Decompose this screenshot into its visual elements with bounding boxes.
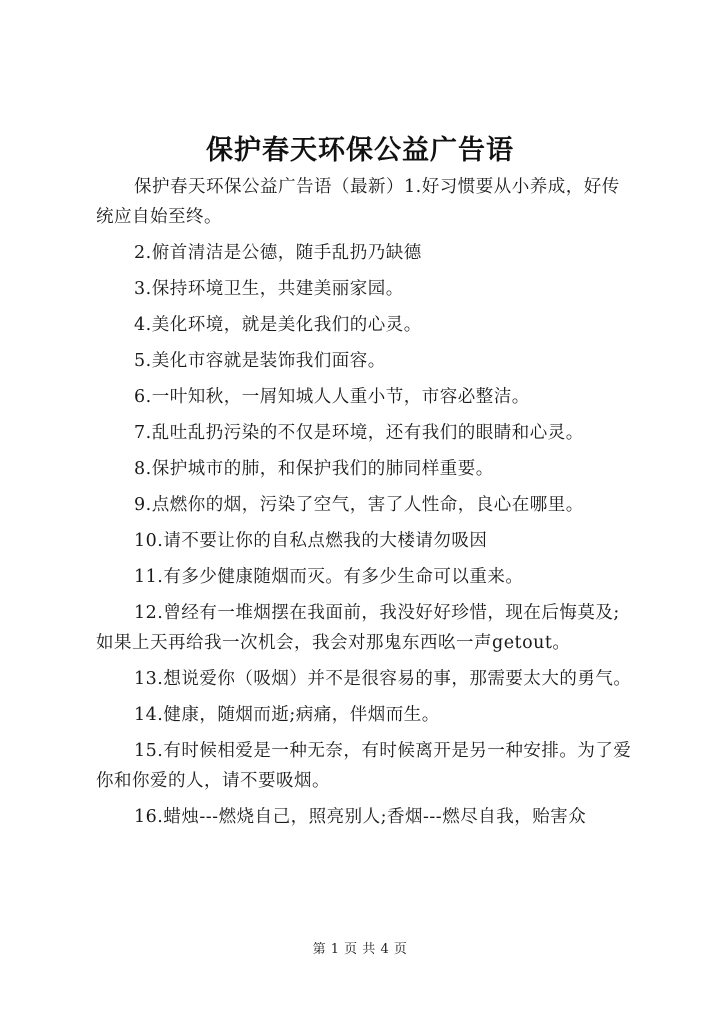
paragraph: 3.保持环境卫生，共建美丽家园。 [134, 279, 404, 299]
paragraph: 保护春天环保公益广告语（最新）1.好习惯要从小养成，好传统应自始至终。 [96, 177, 620, 227]
paragraph: 15.有时候相爱是一种无奈，有时候离开是另一种安排。为了爱你和你爱的人，请不要吸烟。 [96, 741, 632, 791]
paragraph: 9.点燃你的烟，污染了空气，害了人性命，良心在哪里。 [134, 495, 584, 515]
paragraph: 2.俯首清洁是公德，随手乱扔乃缺德 [134, 243, 422, 263]
paragraph: 6.一叶知秋，一屑知城人人重小节，市容必整洁。 [134, 387, 530, 407]
paragraph: 13.想说爱你（吸烟）并不是很容易的事，那需要太大的勇气。 [134, 669, 632, 689]
paragraph: 4.美化环境，就是美化我们的心灵。 [134, 315, 422, 335]
page-footer: 第 1 页 共 4 页 [312, 942, 408, 957]
paragraph: 12.曾经有一堆烟摆在我面前，我没好好珍惜，现在后悔莫及;如果上天再给我一次机会，我会对那鬼东西吆一声getout。 [96, 603, 620, 653]
document-title: 保护春天环保公益广告语 [206, 135, 514, 166]
paragraph: 8.保护城市的肺，和保护我们的肺同样重要。 [134, 459, 494, 479]
document-body [96, 172, 634, 838]
paragraph: 7.乱吐乱扔污染的不仅是环境，还有我们的眼睛和心灵。 [134, 423, 584, 443]
paragraph: 16.蜡烛---燃烧自己，照亮别人;香烟---燃尽自我，贻害众 [134, 807, 587, 827]
paragraph: 5.美化市容就是装饰我们面容。 [134, 351, 386, 371]
paragraph: 10.请不要让你的自私点燃我的大楼请勿吸因 [134, 531, 488, 551]
paragraph: 14.健康，随烟而逝;病痛，伴烟而生。 [134, 705, 440, 725]
paragraph: 11.有多少健康随烟而灭。有多少生命可以重来。 [134, 567, 524, 587]
